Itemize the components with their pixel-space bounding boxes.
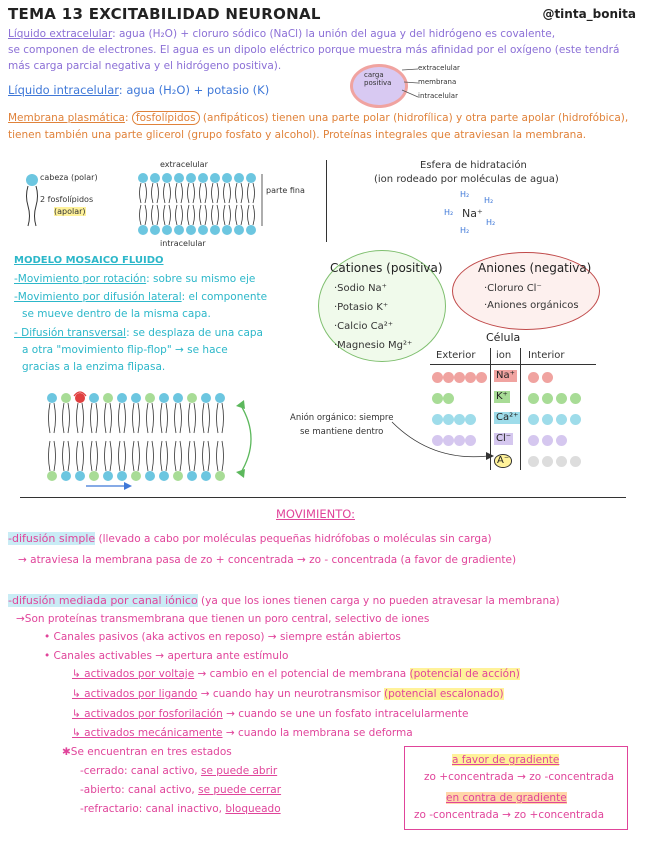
cation-item-1: ·Sodio Na⁺ — [334, 283, 387, 294]
movimiento-title: MOVIMIENTO: — [276, 507, 355, 521]
canales-pasivos: • Canales pasivos (aka activos en reposo) → siempre están abiertos — [44, 631, 401, 643]
cation-item-2: ·Potasio K⁺ — [334, 302, 389, 313]
cell-label-intracelular: intracelular — [418, 92, 458, 100]
lipid-tail — [200, 205, 207, 225]
ion-dot-interior — [528, 414, 539, 425]
mosaico-item-3-cont2: gracias a la enzima flipasa. — [22, 361, 166, 373]
lipid-tail — [105, 441, 112, 471]
ion-dot-interior — [528, 372, 539, 383]
lipid-head — [145, 471, 155, 481]
activado-ligando: ↳ activados por ligando → cuando hay un neurotransmisor (potencial escalonado) — [72, 688, 504, 700]
lipid-head — [117, 471, 127, 481]
author-handle: @tinta_bonita — [542, 7, 636, 21]
lipid-tail — [164, 205, 171, 225]
col-ion: ion — [496, 350, 512, 361]
lipid-head — [186, 173, 196, 183]
ion-dot-interior — [542, 435, 553, 446]
lipid-tail — [189, 403, 196, 433]
aniones-title: Aniones (negativa) — [478, 261, 592, 275]
lipid-head — [201, 471, 211, 481]
lipid-head — [162, 225, 172, 235]
lipid-tail — [161, 441, 168, 471]
ion-dot-interior — [556, 414, 567, 425]
water-4: H₂ — [486, 218, 496, 227]
parte-fina-label: parte fina — [266, 186, 305, 195]
lipid-tail — [248, 205, 255, 225]
lipid-head — [103, 393, 113, 403]
hidratacion-ion: Na⁺ — [462, 207, 483, 220]
activado-voltaje: ↳ activados por voltaje → cambio en el potencial de membrana (potencial de acción) — [72, 668, 520, 680]
lipid-tail — [140, 183, 147, 203]
membrana-line2: tienen también una parte glicerol (grupo fosfato y alcohol). Proteínas integrales que atraviesan la membrana. — [8, 129, 587, 141]
table-col-rule-2 — [520, 348, 521, 470]
canal-line2: →Son proteínas transmembrana que tienen un poro central, selectivo de iones — [16, 613, 430, 625]
lipid-head — [131, 393, 141, 403]
lipid-tail — [203, 441, 210, 471]
lipid-tail — [236, 205, 243, 225]
ion-dot-interior — [570, 456, 581, 467]
lipid-tail — [188, 205, 195, 225]
intracelular-label: Líquido intracelular — [8, 83, 119, 97]
lipid-head — [173, 393, 183, 403]
lipid-tail — [212, 205, 219, 225]
lipid-head — [89, 471, 99, 481]
lipid-head — [198, 173, 208, 183]
cationes-title: Cationes (positiva) — [330, 261, 443, 275]
ion-label: A⁻ — [494, 454, 512, 468]
lipid-head — [159, 471, 169, 481]
difusion-simple-label: -difusión simple — [8, 532, 96, 545]
page-title: TEMA 13 EXCITABILIDAD NEURONAL — [8, 5, 321, 23]
lipid-head — [174, 225, 184, 235]
water-2: H₂ — [484, 196, 494, 205]
extracelular-line3: más carga parcial negativa y el hidrógeno positiva). — [8, 60, 282, 72]
lipid-tail — [164, 183, 171, 203]
ion-dot-exterior — [465, 372, 476, 383]
lipid-head — [159, 393, 169, 403]
intracelular-line: Líquido intracelular: agua (H₂O) + potasio (K) — [8, 83, 270, 97]
contra-line: zo -concentrada → zo +concentrada — [414, 809, 605, 821]
ion-dot-interior — [556, 456, 567, 467]
lipid-head — [173, 471, 183, 481]
celula-title: Célula — [486, 331, 521, 344]
lipid-tail — [105, 403, 112, 433]
difusion-simple-line2: → atraviesa la membrana pasa de zo + concentrada → zo - concentrada (a favor de gradiente) — [18, 554, 517, 566]
lipid-head — [187, 471, 197, 481]
flipflop-heads-top — [47, 393, 225, 433]
lipid-tail — [248, 183, 255, 203]
lipid-head — [215, 471, 225, 481]
lipid-head — [234, 225, 244, 235]
lipid-head — [89, 393, 99, 403]
ion-label: Cl⁻ — [496, 433, 512, 444]
lipid-tail — [133, 403, 140, 433]
lipid-head — [75, 393, 85, 403]
lipid-heads-bottom — [138, 205, 256, 235]
favor-title: a favor de gradiente — [452, 754, 560, 766]
lipid-head — [103, 471, 113, 481]
ion-dot-exterior — [443, 393, 454, 404]
estado-refractario: -refractario: canal inactivo, bloqueado — [80, 803, 281, 815]
lipid-tail — [49, 403, 56, 433]
cabeza-label: cabeza (polar) — [40, 173, 98, 182]
lipid-tail — [140, 205, 147, 225]
flipflop-heads-bottom — [47, 441, 225, 481]
lipid-tail — [152, 183, 159, 203]
ion-dot-interior — [542, 372, 553, 383]
lipid-tail — [63, 441, 70, 471]
lipid-head — [215, 393, 225, 403]
col-exterior: Exterior — [436, 350, 476, 361]
lipid-tail — [203, 403, 210, 433]
lipid-tail — [147, 441, 154, 471]
lipid-head — [246, 225, 256, 235]
activado-fosforilacion: ↳ activados por fosforilación → cuando se une un fosfato intracelularmente — [72, 708, 469, 720]
cation-item-4: ·Magnesio Mg²⁺ — [334, 340, 413, 351]
lipid-head — [210, 225, 220, 235]
ion-label: Ca²⁺ — [496, 412, 519, 423]
water-1: H₂ — [460, 190, 470, 199]
section-divider — [20, 497, 626, 498]
difusion-simple-line: -difusión simple (llevado a cabo por moléculas pequeñas hidrófobas o moléculas sin carga) — [8, 532, 492, 545]
lipid-tail — [175, 441, 182, 471]
contra-title: en contra de gradiente — [446, 792, 567, 804]
ion-dot-exterior — [454, 372, 465, 383]
lipid-tail — [119, 441, 126, 471]
lipid-head — [222, 225, 232, 235]
ion-dot-interior — [528, 456, 539, 467]
fosfolipidos-label: 2 fosfolípidos — [40, 195, 94, 204]
extracelular-line2: se componen de electrones. El agua es un dipolo eléctrico porque muestra más afinidad por el oxígeno (este tendrá — [8, 44, 620, 56]
lipid-head — [201, 393, 211, 403]
lipid-head — [145, 393, 155, 403]
ion-dot-exterior — [476, 372, 487, 383]
lipid-head — [150, 173, 160, 183]
cell-arrows — [400, 66, 420, 100]
lipid-head — [174, 173, 184, 183]
cation-item-3: ·Calcio Ca²⁺ — [334, 321, 394, 332]
lipid-head — [75, 471, 85, 481]
mosaico-item-1: -Movimiento por rotación: sobre su mismo eje — [14, 273, 256, 285]
difusion-canal-line: -difusión mediada por canal iónico (ya que los iones tienen carga y no pueden atravesar la membrana) — [8, 594, 560, 607]
membrana-line1: Membrana plasmática: fosfolípidos (anfipáticos) tienen una parte polar (hidrofílica) y otra parte apolar (hidrofóbica), — [8, 112, 629, 124]
mosaico-item-2-cont: se mueve dentro de la misma capa. — [22, 308, 211, 320]
lipid-head — [47, 393, 57, 403]
lipid-tail — [147, 403, 154, 433]
vertical-divider — [326, 160, 327, 242]
flipflop-diagram — [40, 386, 270, 492]
apolar-label: (apolar) — [54, 207, 86, 216]
anion-item-1: ·Cloruro Cl⁻ — [484, 283, 542, 294]
ion-dot-interior — [542, 456, 553, 467]
mosaico-item-3-cont: a otra "movimiento flip-flop" → se hace — [22, 344, 228, 356]
cell-diagram-center: carga positiva — [364, 71, 392, 87]
ion-dot-interior — [556, 435, 567, 446]
lipid-tail — [217, 441, 224, 471]
lipid-head — [138, 225, 148, 235]
lipid-head — [234, 173, 244, 183]
lipid-heads-top — [138, 173, 256, 203]
lipid-tail — [133, 441, 140, 471]
ion-dot-interior — [542, 393, 553, 404]
lipid-tail — [91, 441, 98, 471]
lipid-extracelular-label: extracelular — [160, 160, 208, 169]
lipid-tail — [176, 205, 183, 225]
lipid-tail — [119, 403, 126, 433]
lipid-tail — [175, 403, 182, 433]
activado-mecanicamente: ↳ activados mecánicamente → cuando la membrana se deforma — [72, 727, 413, 739]
lipid-tail — [188, 183, 195, 203]
lipid-tail — [217, 403, 224, 433]
estado-abierto: -abierto: canal activo, se puede cerrar — [80, 784, 282, 796]
lipid-head — [222, 173, 232, 183]
mosaico-title: MODELO MOSAICO FLUIDO — [14, 255, 164, 266]
canales-activables: • Canales activables → apertura ante estímulo — [44, 650, 289, 662]
lipid-head — [198, 225, 208, 235]
ion-dot-interior — [556, 393, 567, 404]
anion-item-2: ·Aniones orgánicos — [484, 300, 579, 311]
lipid-head — [61, 471, 71, 481]
difusion-canal-label: -difusión mediada por canal iónico — [8, 594, 198, 607]
ion-dot-exterior — [432, 393, 443, 404]
lipid-tail — [224, 205, 231, 225]
ion-dot-interior — [570, 414, 581, 425]
anion-note-1: Anión orgánico: siempre — [290, 413, 394, 423]
extracelular-label: Líquido extracelular — [8, 28, 113, 40]
lipid-tail — [152, 205, 159, 225]
estado-cerrado: -cerrado: canal activo, se puede abrir — [80, 765, 278, 777]
lipid-head — [61, 393, 71, 403]
hidratacion-title: Esfera de hidratación — [420, 160, 527, 171]
lipid-head — [47, 471, 57, 481]
ion-label: Na⁺ — [496, 370, 515, 381]
lipid-head — [150, 225, 160, 235]
lipid-tail — [49, 441, 56, 471]
lipid-head — [187, 393, 197, 403]
lipid-tail — [161, 403, 168, 433]
lipid-tail — [200, 183, 207, 203]
cell-label-extracelular: extracelular — [418, 64, 460, 72]
mosaico-item-3: - Difusión transversal: se desplaza de una capa — [14, 327, 263, 339]
lipid-head — [138, 173, 148, 183]
water-5: H₂ — [460, 226, 470, 235]
ion-dot-interior — [570, 393, 581, 404]
lipid-tail — [77, 403, 84, 433]
lipid-intracelular-label: intracelular — [160, 239, 206, 248]
lipid-head — [131, 471, 141, 481]
ion-dot-exterior — [443, 372, 454, 383]
lipid-tail — [176, 183, 183, 203]
water-3: H₂ — [444, 208, 454, 217]
favor-line: zo +concentrada → zo -concentrada — [424, 771, 615, 783]
col-interior: Interior — [528, 350, 565, 361]
lipid-head — [210, 173, 220, 183]
lipid-tail — [236, 183, 243, 203]
cell-label-membrana: membrana — [418, 78, 457, 86]
lipid-tail — [224, 183, 231, 203]
mosaico-item-2: -Movimiento por difusión lateral: el componente — [14, 291, 268, 303]
table-header-rule — [430, 364, 596, 365]
lipid-tail — [63, 403, 70, 433]
anion-note-2: se mantiene dentro — [300, 427, 384, 437]
lipid-tail — [189, 441, 196, 471]
lipid-head — [186, 225, 196, 235]
hidratacion-subtitle: (ion rodeado por moléculas de agua) — [374, 174, 559, 185]
lipid-tail — [212, 183, 219, 203]
lipid-head — [162, 173, 172, 183]
fosfolipidos-word: fosfolípidos — [132, 111, 200, 125]
ion-dot-interior — [528, 435, 539, 446]
extracelular-line1: Líquido extracelular: agua (H₂O) + cloruro sódico (NaCl) la unión del agua y del hidrógeno es covalente, — [8, 28, 556, 40]
ion-label: K⁺ — [496, 391, 508, 402]
lipid-tail — [91, 403, 98, 433]
lipid-head — [117, 393, 127, 403]
lipid-tail — [77, 441, 84, 471]
ion-dot-interior — [542, 414, 553, 425]
lipid-head — [246, 173, 256, 183]
ion-dot-exterior — [432, 372, 443, 383]
anion-note-arrow — [386, 420, 496, 460]
ion-dot-interior — [528, 393, 539, 404]
membrana-label: Membrana plasmática — [8, 112, 125, 124]
estados-title: ✱Se encuentran en tres estados — [62, 746, 232, 758]
